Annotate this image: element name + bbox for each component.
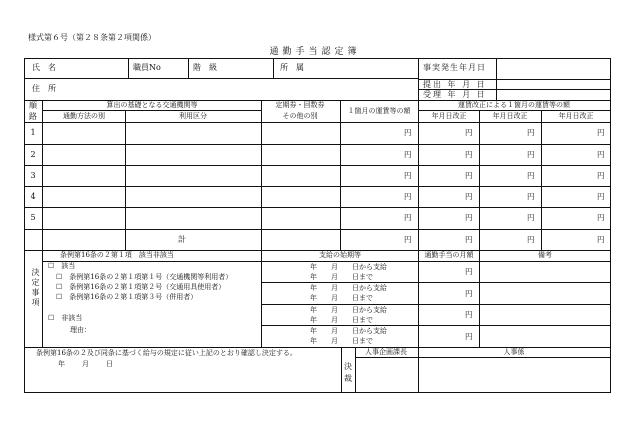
checkbox-icon[interactable]: ☐: [48, 262, 55, 270]
option-1-label: 条例第16条の２第１項第１号（交通機関等利用者）: [69, 273, 233, 281]
applicable-option[interactable]: [48, 263, 75, 270]
yen-mark: 円: [465, 332, 473, 341]
yen-mark: 円: [404, 128, 412, 137]
grade-label: 階 級: [193, 63, 217, 72]
applicable-label: 該当: [61, 262, 76, 270]
monthly-allowance-header: 通勤手当の月額: [424, 251, 474, 259]
reason-label: 理由：: [70, 326, 91, 334]
route-no-4: 4: [30, 192, 36, 201]
yen-mark: 円: [597, 192, 605, 201]
yen-mark: 円: [404, 171, 412, 180]
yen-mark: 円: [527, 235, 535, 244]
confirmation-text: 条例第16条の２及び同条に基づく給与の規定に従い上記のとおり確認し決定する。: [36, 349, 297, 357]
yen-mark: 円: [404, 213, 412, 222]
yen-mark: 円: [527, 213, 535, 222]
checkbox-icon[interactable]: ☐: [56, 283, 63, 291]
name-label: 氏 名: [32, 63, 56, 72]
yen-mark: 円: [465, 267, 473, 276]
personnel-staff-label: 人事係: [503, 348, 525, 356]
basis-header: 算出の基礎となる交通機関等: [106, 101, 198, 109]
revision-header: 運賃改正による１箇月の運賃等の額: [458, 101, 570, 109]
period-from: 年 月 日から支給: [310, 263, 387, 271]
form-number: 様式第６号（第２８条第２項関係）: [28, 33, 156, 42]
option-1[interactable]: [56, 274, 232, 281]
option-3[interactable]: [56, 294, 197, 301]
staff-no-label: 職員No: [133, 63, 161, 72]
yen-mark: 円: [404, 150, 412, 159]
revision-col-2: 年月日改正: [492, 112, 528, 120]
revision-col-3: 年月日改正: [558, 112, 594, 120]
route-label-2: 路: [29, 112, 37, 121]
option-2[interactable]: [56, 284, 225, 291]
period-from: 年 月 日から支給: [310, 284, 387, 292]
total-label: 計: [178, 235, 186, 244]
address-label: 住 所: [32, 84, 56, 93]
checkbox-icon[interactable]: ☐: [56, 273, 63, 281]
approval-label: 決裁: [344, 362, 352, 383]
decision-items-label: 決定事項: [31, 268, 40, 308]
period-to: 年 月 日まで: [310, 273, 373, 281]
yen-mark: 円: [465, 310, 473, 319]
route-label-1: 順: [29, 101, 37, 110]
period-to: 年 月 日まで: [310, 337, 373, 345]
yen-mark: 円: [465, 150, 473, 159]
planning-manager-label: 人事企画課長: [365, 348, 407, 356]
route-no-5: 5: [30, 213, 36, 222]
pass-header-1: 定期券・回数券: [275, 101, 325, 109]
option-2-label: 条例第16条の２第１項第２号（交通用具使用者）: [69, 283, 226, 291]
payment-period-header: 支給の始期等: [319, 251, 361, 259]
received-date-label: 受理 年 月 日: [423, 90, 487, 99]
yen-mark: 円: [465, 289, 473, 298]
period-from: 年 月 日から支給: [310, 327, 387, 335]
form-title: 通勤手当認定簿: [269, 47, 361, 57]
option-3-label: 条例第16条の２第１項第３号（併用者）: [69, 293, 198, 301]
yen-mark: 円: [597, 213, 605, 222]
remarks-header: 備考: [538, 251, 552, 259]
revision-col-1: 年月日改正: [431, 112, 467, 120]
yen-mark: 円: [597, 128, 605, 137]
yen-mark: 円: [465, 128, 473, 137]
yen-mark: 円: [465, 213, 473, 222]
route-no-2: 2: [30, 150, 36, 159]
not-applicable-option[interactable]: [48, 315, 82, 322]
yen-mark: 円: [404, 192, 412, 201]
route-no-3: 3: [30, 171, 36, 180]
yen-mark: 円: [597, 235, 605, 244]
department-label: 所 属: [280, 63, 304, 72]
decision-date: 年 月 日: [58, 360, 114, 368]
yen-mark: 円: [597, 171, 605, 180]
yen-mark: 円: [597, 150, 605, 159]
period-to: 年 月 日まで: [310, 294, 373, 302]
event-date-label: 事実発生年月日: [423, 63, 486, 72]
yen-mark: 円: [527, 128, 535, 137]
yen-mark: 円: [527, 192, 535, 201]
usage-header: 利用区分: [179, 112, 207, 120]
checkbox-icon[interactable]: ☐: [48, 314, 55, 322]
pass-header-2: その他の別: [282, 112, 318, 120]
yen-mark: 円: [465, 171, 473, 180]
yen-mark: 円: [527, 171, 535, 180]
yen-mark: 円: [404, 235, 412, 244]
article-header: 条例第16条の２第１項 該当非該当: [60, 251, 174, 259]
route-no-1: 1: [30, 128, 36, 137]
monthly-fare-header: １箇月の運賃等の額: [347, 107, 411, 115]
period-from: 年 月 日から支給: [310, 306, 387, 314]
submitted-date-label: 提出 年 月 日: [423, 80, 487, 89]
checkbox-icon[interactable]: ☐: [56, 293, 63, 301]
method-header: 通勤方法の別: [63, 112, 105, 120]
yen-mark: 円: [527, 150, 535, 159]
period-to: 年 月 日まで: [310, 316, 373, 324]
yen-mark: 円: [465, 235, 473, 244]
yen-mark: 円: [465, 192, 473, 201]
not-applicable-label: 非該当: [61, 314, 83, 322]
